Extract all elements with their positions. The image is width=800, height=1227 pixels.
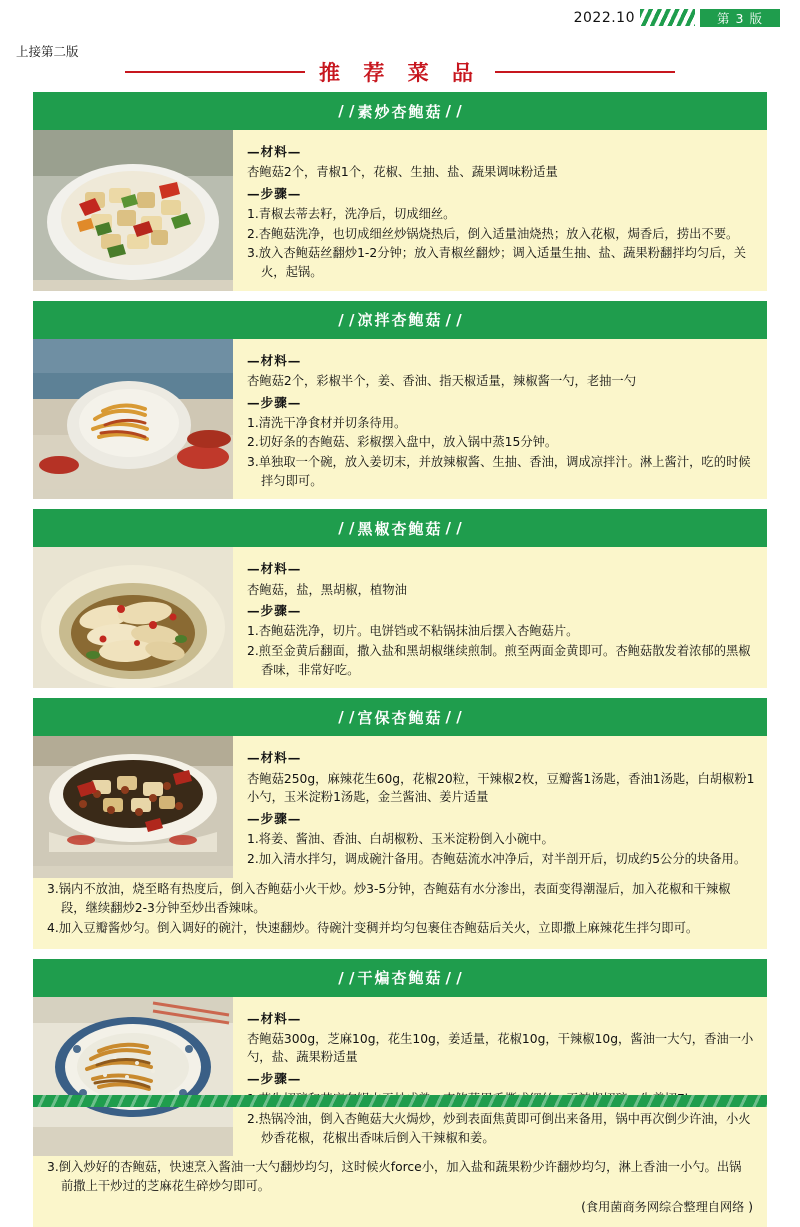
decorative-stripes	[640, 9, 695, 26]
materials-label: —材料—	[247, 561, 302, 577]
recipe-card	[33, 698, 767, 948]
materials-line: 杏鲍菇，盐，黑胡椒，植物油	[247, 582, 407, 597]
recipe-title-bar	[33, 308, 767, 332]
materials-label: —材料—	[247, 1010, 302, 1026]
recipe-photo	[33, 130, 233, 291]
recipe-name: 干煸杏鲍菇	[357, 969, 443, 988]
step-line: 2.热锅冷油，倒入杏鲍菇大火焗炒，炒到表面焦黄即可倒出来备用，锅中再次倒少许油，小火炒香花椒，花椒出香味后倒入干辣椒和姜。	[247, 1111, 751, 1145]
section-title	[0, 58, 800, 86]
recipe-text	[233, 736, 767, 877]
materials-text	[247, 163, 755, 182]
slash-left: / /	[338, 708, 355, 727]
recipe-photo	[33, 547, 233, 688]
recipe-title-bar	[33, 966, 767, 990]
recipe-bottom-rule	[33, 123, 767, 130]
steps-text	[247, 622, 755, 679]
source-credit: (食用菌商务网综合整理自网络 )	[581, 1200, 753, 1215]
recipe-card	[33, 959, 767, 1227]
step-line: 3.单独取一个碗，放入姜切末，并放辣椒酱、生抽、香油，调成凉拌汁。淋上酱汁，吃的时候拌匀即可。	[247, 455, 751, 488]
page-header	[0, 0, 800, 34]
recipe-body	[33, 997, 767, 1157]
step-line: 1.将姜、酱油、香油、白胡椒粉、玉米淀粉倒入小碗中。	[247, 832, 554, 847]
recipe-text	[233, 339, 767, 500]
recipe-name: 黑椒杏鲍菇	[357, 519, 443, 538]
recipe-body	[33, 339, 767, 500]
recipe-top-rule	[33, 959, 767, 966]
recipe-extra-steps	[33, 878, 767, 949]
materials-label: —材料—	[247, 144, 302, 159]
recipe-title-bar	[33, 705, 767, 729]
recipe-body	[33, 736, 767, 877]
recipe-title-bar	[33, 99, 767, 123]
materials-line: 杏鲍菇2个，青椒1个，花椒、生抽、盐、蔬果调味粉适量	[247, 165, 558, 180]
recipe-card	[33, 301, 767, 500]
recipe-card	[33, 509, 767, 688]
slash-right: / /	[445, 102, 462, 120]
card-gap	[33, 499, 767, 509]
slash-left: / /	[338, 968, 355, 987]
page-number-badge: 第 3 版	[700, 9, 780, 27]
materials-label: —材料—	[247, 750, 302, 766]
recipe-bottom-rule	[33, 540, 767, 547]
recipe-bottom-rule	[33, 990, 767, 997]
steps-label: —步骤—	[247, 810, 302, 826]
recipe-top-rule	[33, 509, 767, 516]
materials-line: 杏鲍菇250g，麻辣花生60g，花椒20粒，干辣椒2枚，豆瓣酱1汤匙，香油1汤匙，白胡椒粉1小勺，玉米淀粉1汤匙，金兰酱油、姜片适量	[247, 771, 755, 805]
steps-label: —步骤—	[247, 185, 302, 201]
steps-label: —步骤—	[247, 394, 302, 410]
recipe-photo	[33, 736, 233, 877]
materials-label: —材料—	[247, 352, 302, 368]
recipe-text	[233, 547, 767, 688]
slash-left: / /	[338, 102, 355, 120]
step-line: 2.切好条的杏鲍菇、彩椒摆入盘中，放入锅中蒸15分钟。	[247, 435, 558, 450]
food-photo-dry-fried-shreds	[33, 997, 233, 1127]
continued-note: 上接第二版	[16, 44, 79, 59]
steps-text	[247, 830, 755, 868]
issue-date: 2022.10	[573, 10, 635, 26]
slash-right: / /	[445, 519, 462, 538]
steps-text	[247, 414, 755, 491]
food-photo-black-pepper-slices	[33, 547, 233, 688]
step-line: 3.倒入炒好的杏鲍菇，快速烹入酱油一大勺翻炒均匀，这时候火force小，加入盐和蔬果粉少许翻炒均匀，淋上香油一小勺。出锅前撒上干炒过的芝麻花生碎炒匀即可。	[47, 1160, 742, 1194]
slash-left: / /	[338, 310, 355, 329]
step-line: 1.清洗干净食材并切条待用。	[247, 415, 407, 430]
recipe-name: 素炒杏鲍菇	[357, 102, 443, 121]
step-line: 2.煎至金黄后翻面，撒入盐和黑胡椒继续煎制。煎至两面金黄即可。杏鲍菇散发着浓郁的黑椒香味，非常好吃。	[247, 644, 751, 677]
recipe-bottom-rule	[33, 332, 767, 339]
food-photo-cold-salad	[33, 339, 233, 489]
step-line: 4.加入豆瓣酱炒匀。倒入调好的碗汁，快速翻炒。待碗汁变稠并均匀包裹住杏鲍菇后关火，立即撒上麻辣花生拌匀即可。	[47, 920, 699, 935]
materials-line: 杏鲍菇2个，彩椒半个，姜、香油、指天椒适量，辣椒酱一勺，老抽一勺	[247, 373, 637, 388]
recipe-top-rule	[33, 698, 767, 705]
recipe-title-bar	[33, 516, 767, 540]
recipe-text	[233, 130, 767, 291]
materials-text	[247, 1030, 755, 1067]
recipe-text	[233, 997, 767, 1157]
title-rule-left	[125, 71, 305, 73]
recipe-body	[33, 130, 767, 291]
steps-text	[247, 205, 755, 282]
recipe-name: 凉拌杏鲍菇	[357, 311, 443, 330]
page-title: 推 荐 菜 品	[319, 61, 481, 85]
materials-text	[247, 770, 755, 807]
food-photo-stirfry-green-pepper	[33, 130, 233, 280]
step-line: 1.杏鲍菇洗净，切片。电饼铛或不粘锅抹油后摆入杏鲍菇片。	[247, 624, 579, 639]
recipe-photo	[33, 339, 233, 500]
steps-label: —步骤—	[247, 1071, 302, 1087]
title-rule-right	[495, 71, 675, 73]
recipe-top-rule	[33, 92, 767, 99]
recipe-top-rule	[33, 301, 767, 308]
slash-right: / /	[445, 708, 462, 727]
recipe-bottom-rule	[33, 729, 767, 736]
slash-right: / /	[445, 310, 462, 329]
materials-text	[247, 581, 755, 600]
card-gap	[33, 291, 767, 301]
recipes-container	[33, 92, 767, 1227]
slash-left: / /	[338, 519, 355, 538]
steps-label: —步骤—	[247, 603, 302, 619]
materials-line: 杏鲍菇300g，芝麻10g，花生10g，姜适量，花椒10g，干辣椒10g，酱油一大勺，香油一小勺，盐、蔬果粉适量	[247, 1031, 754, 1065]
recipe-card	[33, 92, 767, 291]
recipe-extra-steps	[33, 1156, 767, 1227]
step-line: 3.放入杏鲍菇丝翻炒1-2分钟；放入青椒丝翻炒；调入适量生抽、盐、蔬果粉翻拌均匀后，关火，起锅。	[247, 246, 747, 280]
recipe-photo	[33, 997, 233, 1157]
card-gap	[33, 688, 767, 698]
food-photo-kung-pao	[33, 736, 233, 866]
step-line: 1.青椒去蒂去籽，洗净后，切成细丝。	[247, 206, 456, 221]
recipe-name: 宫保杏鲍菇	[357, 708, 443, 727]
recipe-body	[33, 547, 767, 688]
footer-bar	[33, 1095, 767, 1107]
step-line: 2.杏鲍菇洗净，也切成细丝炒锅烧热后，倒入适量油烧热；放入花椒，焗香后，捞出不要。	[247, 226, 739, 241]
materials-text	[247, 372, 755, 391]
step-line: 2.加入清水拌匀，调成碗汁备用。杏鲍菇流水冲净后，对半剖开后，切成约5公分的块备用。	[247, 851, 747, 866]
step-line: 3.锅内不放油，烧至略有热度后，倒入杏鲍菇小火干炒。炒3-5分钟，杏鲍菇有水分渗出，表面变得潮湿后，加入花椒和干辣椒段，继续翻炒2-3分钟至炒出香辣味。	[47, 881, 731, 915]
slash-right: / /	[445, 968, 462, 987]
card-gap	[33, 949, 767, 959]
